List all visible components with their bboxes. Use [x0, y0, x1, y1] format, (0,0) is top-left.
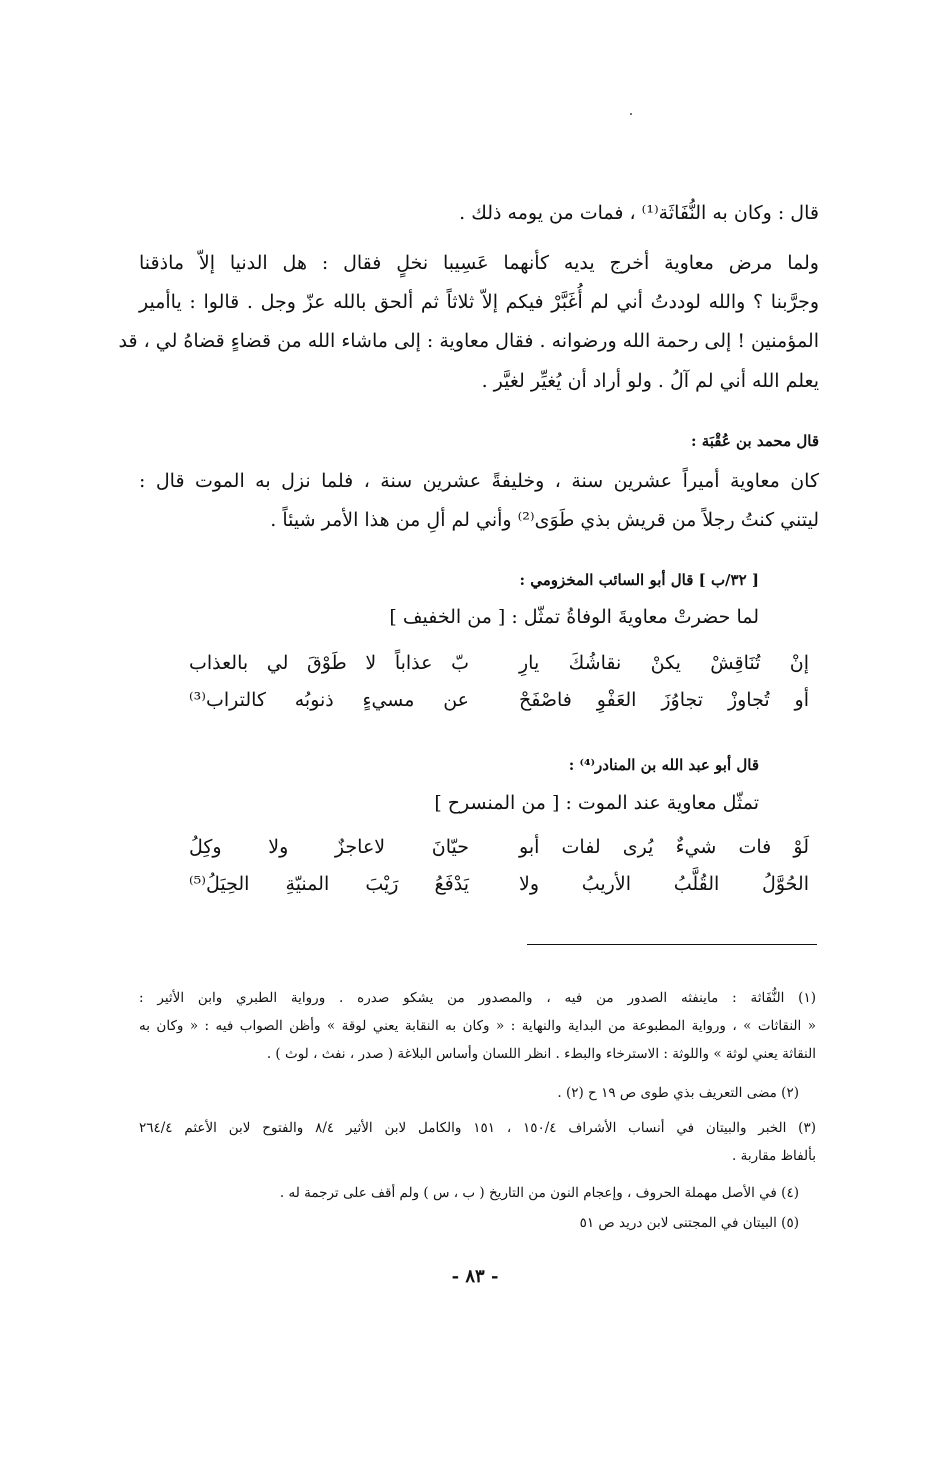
- poem-2-verse-2-first-hemistich: الحُوَّلُ القُلَّبُ الأريبُ ولا: [519, 873, 809, 895]
- poem-2-verse-2-second-hemistich: يَدْفَعُ رَيْبَ المنيّةِ الحِيَلُ⁽⁵⁾: [189, 873, 469, 895]
- poem-2-verse-2: [189, 873, 809, 909]
- footnote-2: (٢) مضى التعريف بذي طوى ص ١٩ ح (٢) .: [557, 1085, 799, 1101]
- paragraph-2-line-4: يعلم الله أني لم آلُ . ولو أراد أن يُغيِّر لغيَّر .: [481, 370, 819, 392]
- footnote-5: (٥) البيتان في المجتنى لابن دريد ص ٥١: [579, 1215, 799, 1231]
- paragraph-3-line-1: كان معاوية أميراً عشرين سنة ، وخليفةً عشرين سنة ، فلما نزل به الموت قال :: [139, 470, 819, 492]
- poem-2-verse-1-first-hemistich: لَوْ فات شيءٌ يُرى لفات أبو: [519, 836, 809, 858]
- page-number: - ٨٣ -: [451, 1266, 499, 1287]
- heading-abu-abdallah: قال أبو عبد الله بن المنادر⁽⁴⁾ :: [568, 756, 759, 774]
- paragraph-3-line-2: ليتني كنتُ رجلاً من قريش بذي طَوَى⁽²⁾ وأني لم ألِ من هذا الأمر شيئاً .: [270, 509, 819, 531]
- intro-khafif: لما حضرتْ معاويةَ الوفاةُ تمثّل : [ من الخفيف ]: [389, 606, 759, 628]
- poem-1-verse-1: [189, 652, 809, 688]
- intro-munsarih: تمثّل معاوية عند الموت : [ من المنسرح ]: [434, 792, 759, 814]
- paragraph-2-line-2: وجرَّبنا ؟ والله لوددتُ أني لم أُغَبَّرْ فيكم إلاّ ثلاثاً ثم ألحق بالله عزّ وجل . قالوا : ياأمير: [139, 291, 819, 313]
- footnote-1-line-3: النقاثة يعني لوثة » واللوثة : الاسترخاء والبطء . انظر اللسان وأساس البلاغة ( صدر ، نفث ، لوث ) .: [266, 1046, 816, 1062]
- heading-abu-al-saib: [ ٣٢/ب ] قال أبو السائب المخزومي :: [519, 571, 759, 589]
- speck-mark: [630, 113, 632, 115]
- footnote-3-line-1: (٣) الخبر والبيتان في أنساب الأشراف ١٥٠/٤ ، ١٥١ والكامل لابن الأثير ٨/٤ والفتوح لابن الأعثم ٢٦٤/٤: [139, 1120, 816, 1136]
- poem-1-verse-2: [189, 689, 809, 725]
- paragraph-1: قال : وكان به النُّفَاثَة⁽¹⁾ ، فمات من يومه ذلك .: [459, 202, 819, 224]
- footnote-separator: [527, 944, 817, 945]
- heading-muhammad-ibn-uqba: قال محمد بن عُقْبَة :: [690, 432, 819, 450]
- paragraph-2-line-1: ولما مرض معاوية أخرج يديه كأنهما عَسِيبا نخلٍ فقال : هل الدنيا إلاّ ماذقنا: [139, 252, 819, 274]
- poem-2-verse-1: [189, 836, 809, 872]
- footnote-3-line-2: بألفاظ مقاربة .: [732, 1148, 816, 1164]
- footnote-1-line-1: (١) النُّفَاثة : ماينفثه الصدور من فيه ، والمصدور من يشكو صدره . ورواية الطبري وابن الأثير :: [139, 990, 816, 1006]
- footnote-1-line-2: « النقاثات » ، ورواية المطبوعة من البداية والنهاية : « وكان به النقابة يعني لوقة » وأظن الصواب فيه : « وكان به: [139, 1018, 816, 1034]
- paragraph-2-line-3: المؤمنين ! إلى رحمة الله ورضوانه . فقال معاوية : إلى ماشاء الله من قضاءٍ قضاهُ لي ، قد: [118, 330, 819, 352]
- poem-1-verse-2-first-hemistich: أو تُجاوزْ تجاوُزَ العَفْوِ فاصْفَحْ: [519, 689, 809, 711]
- poem-1-verse-2-second-hemistich: عن مسيءٍ ذنوبُه كالتراب⁽³⁾: [189, 689, 469, 711]
- poem-1-verse-1-first-hemistich: إنْ تُنَاقِشْ يكنْ نقاشُكَ يارِ: [519, 652, 809, 674]
- footnote-4: (٤) في الأصل مهملة الحروف ، وإعجام النون من التاريخ ( ب ، س ) ولم أقف على ترجمة له .: [279, 1185, 799, 1201]
- poem-2-verse-1-second-hemistich: حيّانَ لاعاجزٌ ولا وكِلُ: [189, 836, 469, 858]
- poem-1-verse-1-second-hemistich: بّ عذاباً لا طَوْقَ لي بالعذاب: [189, 652, 469, 674]
